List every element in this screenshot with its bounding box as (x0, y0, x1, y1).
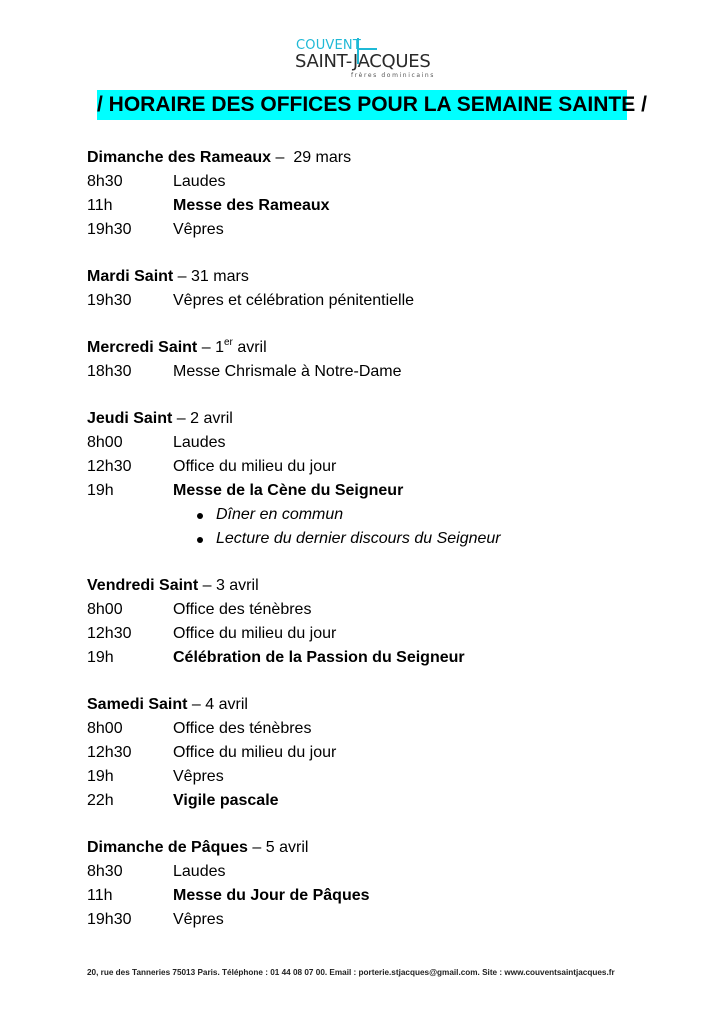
time: 8h00 (87, 434, 123, 451)
time: 12h30 (87, 625, 132, 642)
day-date: 4 avril (205, 696, 248, 713)
schedule (87, 146, 647, 955)
schedule-row (87, 765, 647, 789)
time: 11h (87, 887, 113, 904)
day-heading (87, 146, 647, 170)
event: Messe de la Cène du Seigneur (173, 482, 404, 499)
event: Messe du Jour de Pâques (173, 887, 370, 904)
day-name: Dimanche des Rameaux (87, 149, 272, 166)
schedule-row (87, 789, 647, 813)
schedule-row (87, 170, 647, 194)
day-separator: – (247, 839, 266, 856)
day-section (87, 407, 647, 551)
event: Célébration de la Passion du Seigneur (173, 649, 465, 666)
time: 22h (87, 792, 114, 809)
event: Vêpres (173, 911, 224, 928)
time: 19h30 (87, 221, 132, 238)
schedule-row (87, 289, 647, 313)
event: Office des ténèbres (173, 720, 312, 737)
schedule-row (87, 218, 647, 242)
event: Vêpres et célébration pénitentielle (173, 292, 415, 309)
day-date: 2 avril (190, 410, 233, 427)
time: 19h (87, 768, 114, 785)
day-name: Vendredi Saint (87, 577, 199, 594)
time: 8h00 (87, 601, 123, 618)
schedule-row (87, 884, 647, 908)
day-section (87, 693, 647, 813)
event: Laudes (173, 863, 226, 880)
day-heading (87, 836, 647, 860)
day-separator: – (198, 577, 216, 594)
day-name: Dimanche de Pâques (87, 839, 248, 856)
page-title: / HORAIRE DES OFFICES POUR LA SEMAINE SAINTE / (97, 90, 627, 120)
day-date: 1 (215, 339, 224, 356)
logo (293, 34, 443, 84)
event: Office du milieu du jour (173, 625, 337, 642)
day-section (87, 265, 647, 313)
bullet-icon (197, 513, 203, 519)
bullet-icon (197, 537, 203, 543)
logo-line1: COUVENT (296, 38, 361, 53)
time: 19h (87, 649, 114, 666)
day-date: 5 avril (265, 839, 309, 856)
schedule-row (87, 646, 647, 670)
logo-tagline: frères dominicains (351, 72, 436, 79)
schedule-row (87, 431, 647, 455)
time: 12h30 (87, 458, 132, 475)
day-heading (87, 407, 647, 431)
time: 12h30 (87, 744, 132, 761)
schedule-row (87, 741, 647, 765)
schedule-row (87, 455, 647, 479)
sub-item-text: Lecture du dernier discours du Seigneur (216, 530, 501, 547)
sub-item-text: Dîner en commun (216, 506, 344, 523)
schedule-row (87, 479, 647, 503)
day-separator: – (187, 696, 206, 713)
sub-item (87, 527, 647, 551)
day-section (87, 574, 647, 670)
time: 18h30 (87, 363, 132, 380)
time: 8h00 (87, 720, 123, 737)
day-separator: – (271, 149, 294, 166)
day-heading (87, 574, 647, 598)
time: 19h (87, 482, 114, 499)
event: Office du milieu du jour (173, 744, 337, 761)
day-name: Jeudi Saint (87, 410, 173, 427)
time: 19h30 (87, 292, 132, 309)
schedule-row (87, 860, 647, 884)
day-name: Samedi Saint (87, 696, 188, 713)
day-heading (87, 265, 647, 289)
day-date-superscript: er (223, 337, 233, 348)
day-date-month: avril (232, 339, 267, 356)
event: Messe des Rameaux (173, 197, 330, 214)
schedule-row (87, 622, 647, 646)
event: Vêpres (173, 221, 224, 238)
logo-line2: SAINT-JACQUES (295, 51, 431, 72)
day-separator: – (173, 268, 192, 285)
time: 8h30 (87, 173, 123, 190)
day-section (87, 336, 647, 384)
event: Laudes (173, 434, 226, 451)
sub-item (87, 503, 647, 527)
schedule-row (87, 908, 647, 932)
day-section (87, 146, 647, 242)
day-heading (87, 693, 647, 717)
day-name: Mardi Saint (87, 268, 174, 285)
schedule-row (87, 194, 647, 218)
event: Office du milieu du jour (173, 458, 337, 475)
day-date: 31 mars (191, 268, 249, 285)
time: 11h (87, 197, 113, 214)
day-name: Mercredi Saint (87, 339, 198, 356)
schedule-row (87, 717, 647, 741)
footer-contact: 20, rue des Tanneries 75013 Paris. Téléphone : 01 44 08 07 00. Email : porterie.stjacques@gmail.com. Site : www.couventsaintjacques.fr (87, 968, 615, 977)
schedule-row (87, 598, 647, 622)
event: Vigile pascale (173, 792, 279, 809)
event: Laudes (173, 173, 226, 190)
day-section (87, 836, 647, 932)
day-separator: – (197, 339, 216, 356)
day-date: 29 mars (293, 149, 352, 166)
schedule-row (87, 360, 647, 384)
event: Office des ténèbres (173, 601, 312, 618)
time: 8h30 (87, 863, 123, 880)
day-date: 3 avril (215, 577, 259, 594)
day-separator: – (172, 410, 191, 427)
event: Vêpres (173, 768, 224, 785)
time: 19h30 (87, 911, 132, 928)
event: Messe Chrismale à Notre-Dame (173, 363, 402, 380)
day-heading (87, 336, 647, 360)
